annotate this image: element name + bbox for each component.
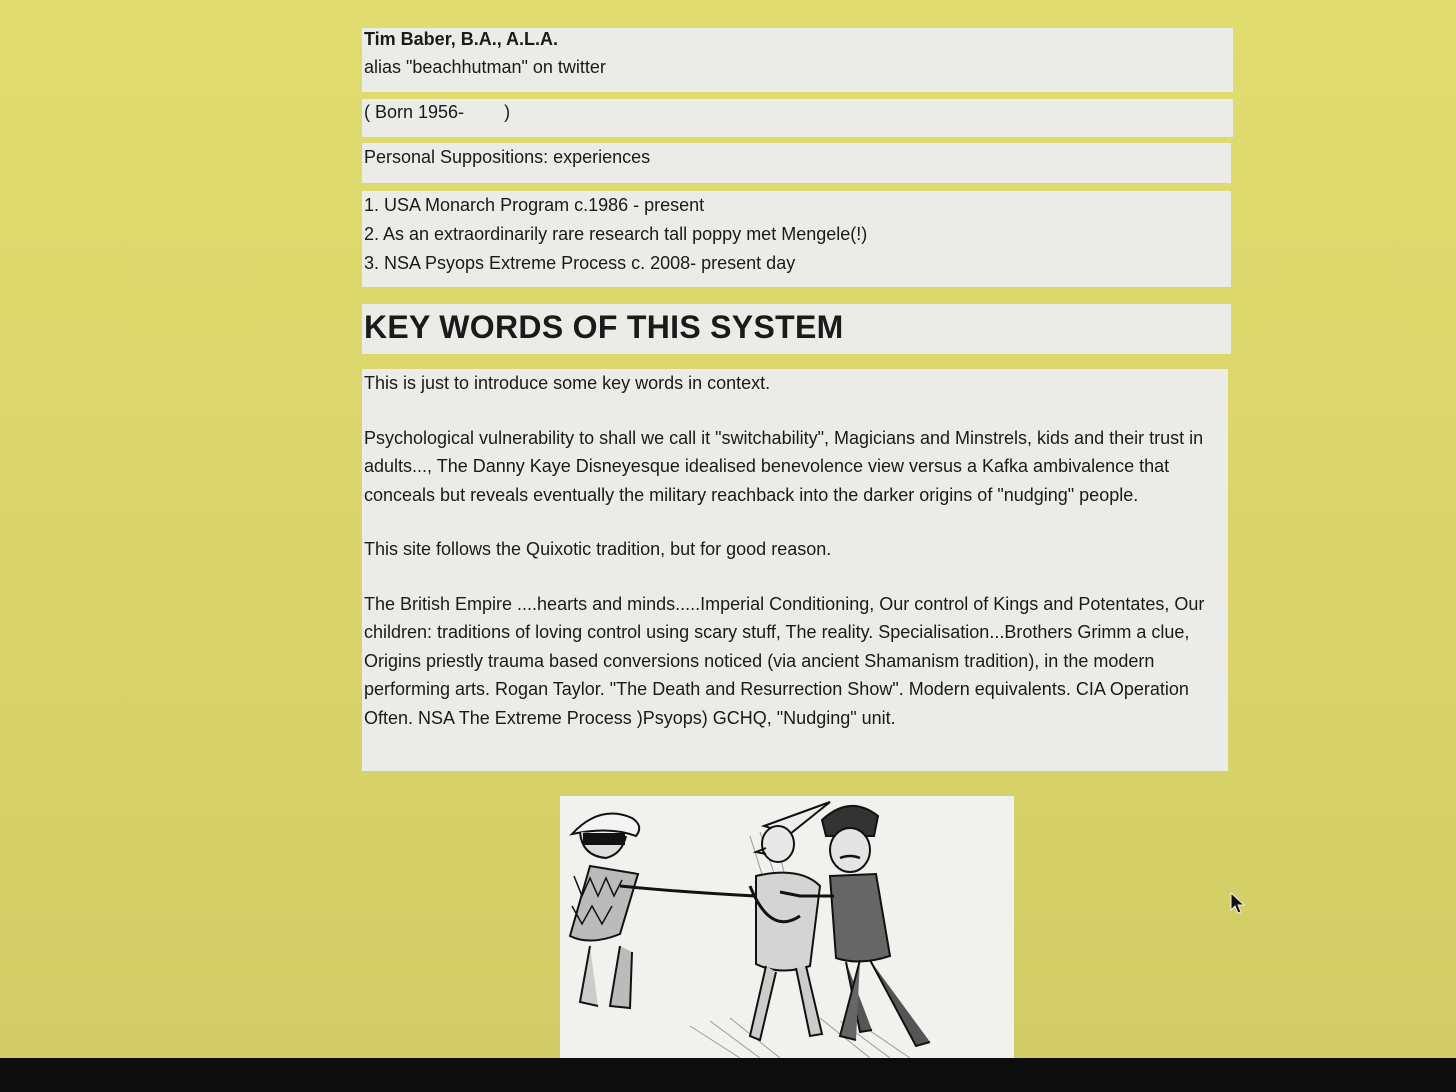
experience-item: 3. NSA Psyops Extreme Process c. 2008- present day [364, 253, 796, 273]
suppositions-title: Personal Suppositions: experiences [364, 147, 651, 167]
puppet-figure [750, 802, 830, 1040]
experience-item: 1. USA Monarch Program c.1986 - present [364, 195, 705, 215]
experiences-box [362, 191, 1231, 287]
author-box [362, 28, 1233, 92]
keywords-heading-box [362, 304, 1231, 354]
author-alias: alias "beachhutman" on twitter [364, 57, 606, 77]
suppositions-box [362, 143, 1231, 183]
keywords-text-box [362, 369, 1228, 771]
vulnerability-paragraph: Psychological vulnerability to shall we call it "switchability", Magicians and Minstrels, kids and their trust in adults..., The Danny Kaye Disneyesque idealised benevolence view versus a Kafka ambivalence that conceals but reveals eventually the military reachback into the darker origins of "nudging" people. [364, 427, 1204, 505]
born-text: ( Born 1956- ) [364, 102, 511, 122]
keywords-heading: KEY WORDS OF THIS SYSTEM [364, 309, 844, 345]
quixotic-paragraph: This site follows the Quixotic tradition, but for good reason. [364, 539, 832, 559]
mouse-pointer-icon [1230, 892, 1246, 916]
born-box [362, 99, 1233, 137]
cartoon-illustration [560, 796, 1014, 1058]
monitor-bezel [0, 1058, 1456, 1092]
intro-paragraph: This is just to introduce some key words in context. [364, 373, 771, 393]
author-name: Tim Baber, B.A., A.L.A. [364, 29, 559, 49]
harlequin-figure [570, 814, 756, 1008]
empire-paragraph: The British Empire ....hearts and minds.....Imperial Conditioning, Our control of Kings and Potentates, Our children: traditions of loving control using scary stuff, The reality. Specialisation...Brothers Grimm a clue, Origins priestly trauma based conversions noticed (via ancient Shamanism tradition), in the modern performing arts. Rogan Taylor. "The Death and Resurrection Show". Modern equivalents. CIA Operation Often. NSA The Extreme Process )Psyops) GCHQ, "Nudging" unit. [364, 593, 1205, 728]
experience-item: 2. As an extraordinarily rare research tall poppy met Mengele(!) [364, 224, 868, 244]
cartoon-drawing [560, 796, 1014, 1058]
